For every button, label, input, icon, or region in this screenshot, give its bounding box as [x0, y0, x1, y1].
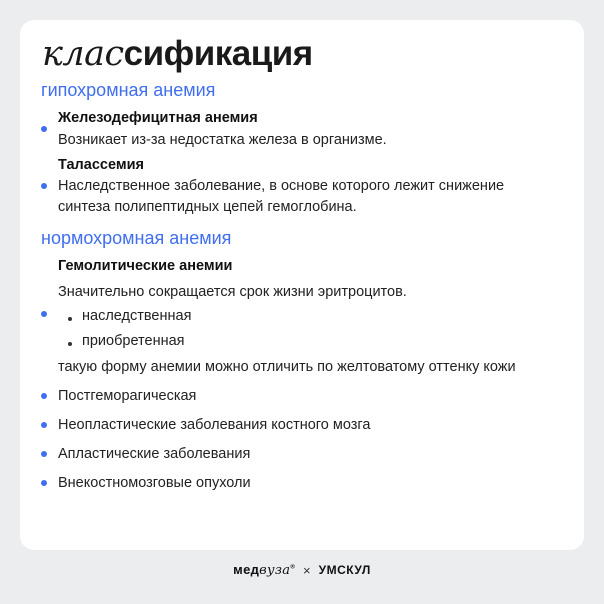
title-bold-part: сификация: [123, 34, 313, 73]
subitem-acquired: приобретенная: [82, 333, 185, 349]
bullet-dot: [41, 126, 47, 132]
bullet-dot: [41, 480, 47, 486]
sub-bullet: [68, 342, 72, 346]
separator-cross: ×: [303, 562, 311, 578]
bullet-dot: [41, 451, 47, 457]
item-neoplastic: Неопластические заболевания костного мозга: [58, 417, 371, 433]
item-aplastic: Апластические заболевания: [58, 446, 251, 462]
bullet-dot: [41, 183, 47, 189]
item-note-hemolytic: такую форму анемии можно отличить по желтоватому оттенку кожи: [58, 359, 516, 375]
item-name-hemolytic: Гемолитические анемии: [58, 258, 233, 274]
subitem-hereditary: наследственная: [82, 308, 192, 324]
item-name-thalassemia: Талассемия: [58, 157, 144, 173]
bullet-dot: [41, 393, 47, 399]
section-heading-normochromic: нормохромная анемия: [41, 228, 232, 248]
item-desc-iron-deficiency: Возникает из-за недостатка железа в организме.: [58, 132, 387, 148]
medvuza-logo-part1: мед: [233, 562, 260, 577]
title-italic-part: клас: [42, 34, 124, 74]
medvuza-logo-part2: вуза: [259, 563, 291, 578]
bullet-dot: [41, 311, 47, 317]
sub-bullet: [68, 317, 72, 321]
item-extramedullary: Внекостномозговые опухоли: [58, 475, 251, 491]
item-desc-hemolytic: Значительно сокращается срок жизни эритроцитов.: [58, 284, 407, 300]
footer-logos: [0, 558, 604, 582]
classification-card: [20, 20, 584, 550]
item-desc-thalassemia-line2: синтеза полипептидных цепей гемоглобина.: [58, 199, 357, 215]
registered-mark: ®: [290, 564, 296, 571]
bullet-dot: [41, 422, 47, 428]
umskul-logo: УМСКУЛ: [318, 563, 371, 577]
item-name-iron-deficiency: Железодефицитная анемия: [58, 110, 258, 126]
page-title: [42, 32, 313, 76]
section-heading-hypochromic: гипохромная анемия: [41, 80, 216, 100]
item-posthemorrhagic: Постгеморагическая: [58, 388, 197, 404]
item-desc-thalassemia-line1: Наследственное заболевание, в основе которого лежит снижение: [58, 178, 505, 194]
medvuza-logo: [233, 562, 295, 578]
